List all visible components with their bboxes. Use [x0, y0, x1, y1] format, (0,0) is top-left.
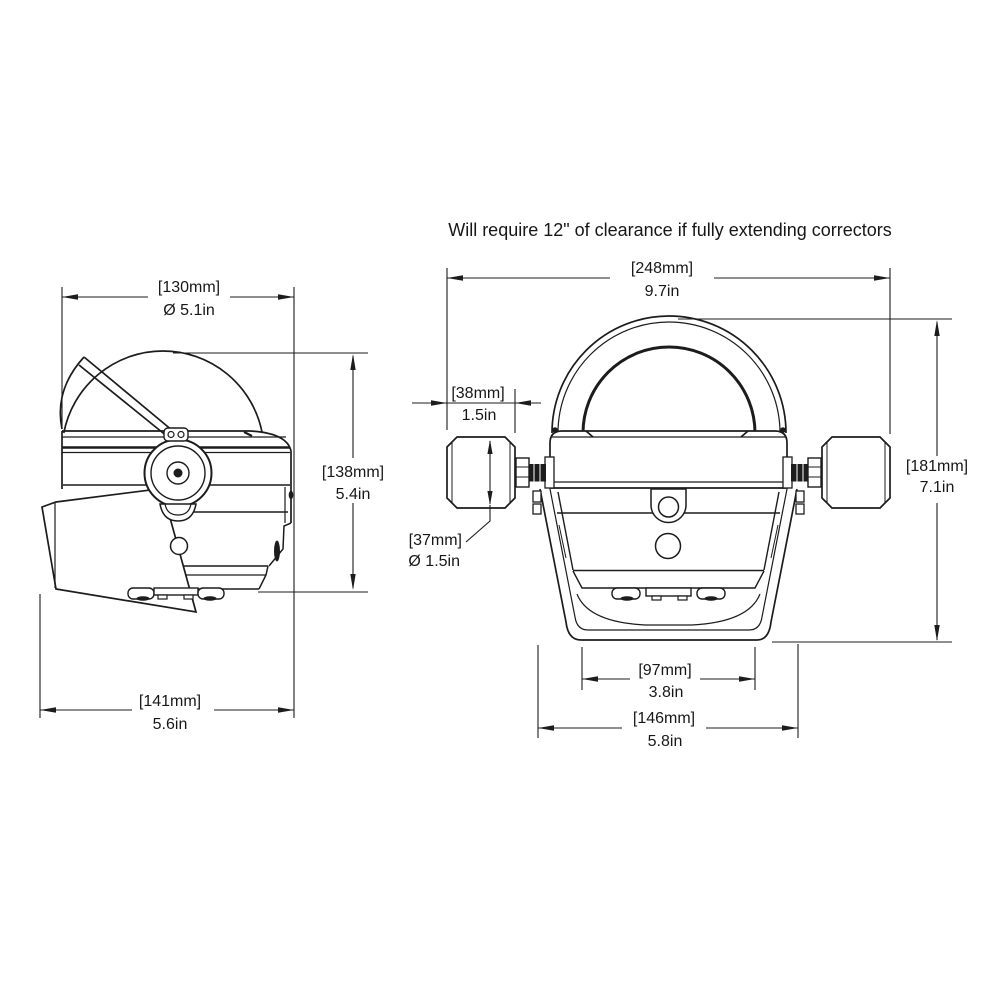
dim-side-dome-width-metric: [130mm]: [157, 279, 221, 296]
dim-side-height-imperial: 5.4in: [335, 486, 371, 503]
dim-front-base-width-imperial: 3.8in: [648, 684, 684, 701]
clearance-note: Will require 12" of clearance if fully extending correctors: [448, 220, 892, 240]
dim-front-bracket-width-imperial: 5.8in: [647, 733, 683, 750]
dim-side-depth-imperial: 5.6in: [152, 716, 188, 733]
dim-front-knob-diameter-imperial: Ø 1.5in: [408, 553, 460, 570]
dim-front-overall-width-imperial: 9.7in: [644, 283, 680, 300]
dim-side-depth-metric: [141mm]: [138, 693, 202, 710]
dim-front-base-width-metric: [97mm]: [638, 662, 692, 679]
dim-front-knob-diameter-metric: [37mm]: [408, 532, 462, 549]
side-pivot-knob: [145, 440, 212, 507]
dim-side-dome-width-imperial: Ø 5.1in: [163, 302, 215, 319]
front-view-drawing: [447, 316, 890, 640]
dim-front-knob-width-metric: [38mm]: [451, 385, 505, 402]
dim-front-height-metric: [181mm]: [905, 458, 969, 475]
dim-side-height-metric: [138mm]: [321, 464, 385, 481]
dim-front-bracket-width-metric: [146mm]: [632, 710, 696, 727]
dim-front-knob-width-imperial: 1.5in: [461, 407, 497, 424]
dim-front-height-imperial: 7.1in: [919, 479, 955, 496]
dim-front-overall-width-metric: [248mm]: [630, 260, 694, 277]
side-view-drawing: [42, 351, 293, 612]
